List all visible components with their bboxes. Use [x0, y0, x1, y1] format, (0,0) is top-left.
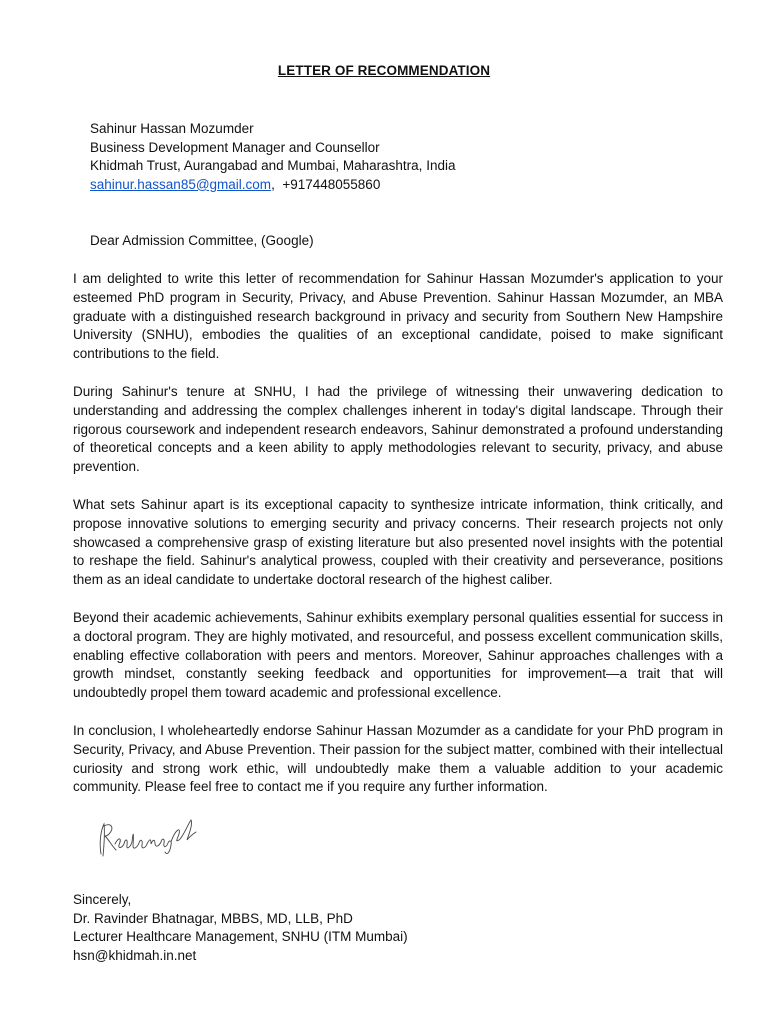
closing-block: [73, 891, 408, 965]
sign-off: Sincerely,: [73, 892, 132, 907]
body-paragraph: During Sahinur's tenure at SNHU, I had the privilege of witnessing their unwavering dedication to understanding and addressing the complex challenges inherent in today's digital landscape. Through their rigorous coursework and independent research endeavors, Sahinur demonstrated a profound understanding of theoretical concepts and a keen ability to apply methodologies relevant to security, privacy, and abuse prevention.: [73, 383, 723, 475]
sender-role: Business Development Manager and Counsellor: [90, 139, 380, 155]
contact-separator: ,: [271, 176, 275, 192]
body-paragraph: In conclusion, I wholeheartedly endorse Sahinur Hassan Mozumder as a candidate for your PhD program in Security, Privacy, and Abuse Prevention. Their passion for the subject matter, combined with their intellectual curiosity and strong work ethic, will undoubtedly make them a valuable addition to your academic community. Please feel free to contact me if you require any further information.: [73, 722, 723, 795]
body-paragraph: I am delighted to write this letter of recommendation for Sahinur Hassan Mozumder's application to your esteemed PhD program in Security, Privacy, and Abuse Prevention. Sahinur Hassan Mozumder, an MBA graduate with a distinguished research background in privacy and security from Southern New Hampshire University (SNHU), embodies the qualities of an exceptional candidate, poised to make significant contributions to the field.: [73, 271, 723, 362]
sender-contact-line: [90, 176, 455, 195]
sender-name: Sahinur Hassan Mozumder: [90, 121, 254, 136]
salutation: Dear Admission Committee, (Google): [90, 233, 314, 248]
sender-organization: Khidmah Trust, Aurangabad and Mumbai, Maharashtra, India: [90, 158, 456, 174]
sender-block: [90, 120, 455, 194]
body-paragraph: Beyond their academic achievements, Sahinur exhibits exemplary personal qualities essential for success in a doctoral program. They are highly motivated, and resourceful, and possess excellent communication skills, enabling effective collaboration with peers and mentors. Moreover, Sahinur approaches challenges with a growth mindset, constantly seeking feedback and opportunities for improvement—a trait that will undoubtedly propel them toward academic and professional excellence.: [73, 609, 723, 701]
signer-name: Dr. Ravinder Bhatnagar, MBBS, MD, LLB, PhD: [73, 910, 353, 926]
sender-email-link[interactable]: sahinur.hassan85@gmail.com: [90, 176, 272, 192]
body-paragraph: What sets Sahinur apart is its exceptional capacity to synthesize intricate information, think critically, and propose innovative solutions to emerging security and privacy concerns. Their research projects not only showcased a comprehensive grasp of existing literature but also presented novel insights with the potential to reshape the field. Sahinur's analytical prowess, coupled with their creativity and perseverance, positions them as an ideal candidate to undertake doctoral research of the highest caliber.: [73, 496, 723, 588]
handwritten-signature: [95, 812, 200, 862]
sender-phone: +917448055860: [282, 176, 381, 192]
signer-email: hsn@khidmah.in.net: [73, 947, 197, 963]
page-title: LETTER OF RECOMMENDATION: [277, 63, 491, 78]
signer-position: Lecturer Healthcare Management, SNHU (ITM Mumbai): [73, 929, 408, 945]
letter-body: [73, 270, 723, 816]
